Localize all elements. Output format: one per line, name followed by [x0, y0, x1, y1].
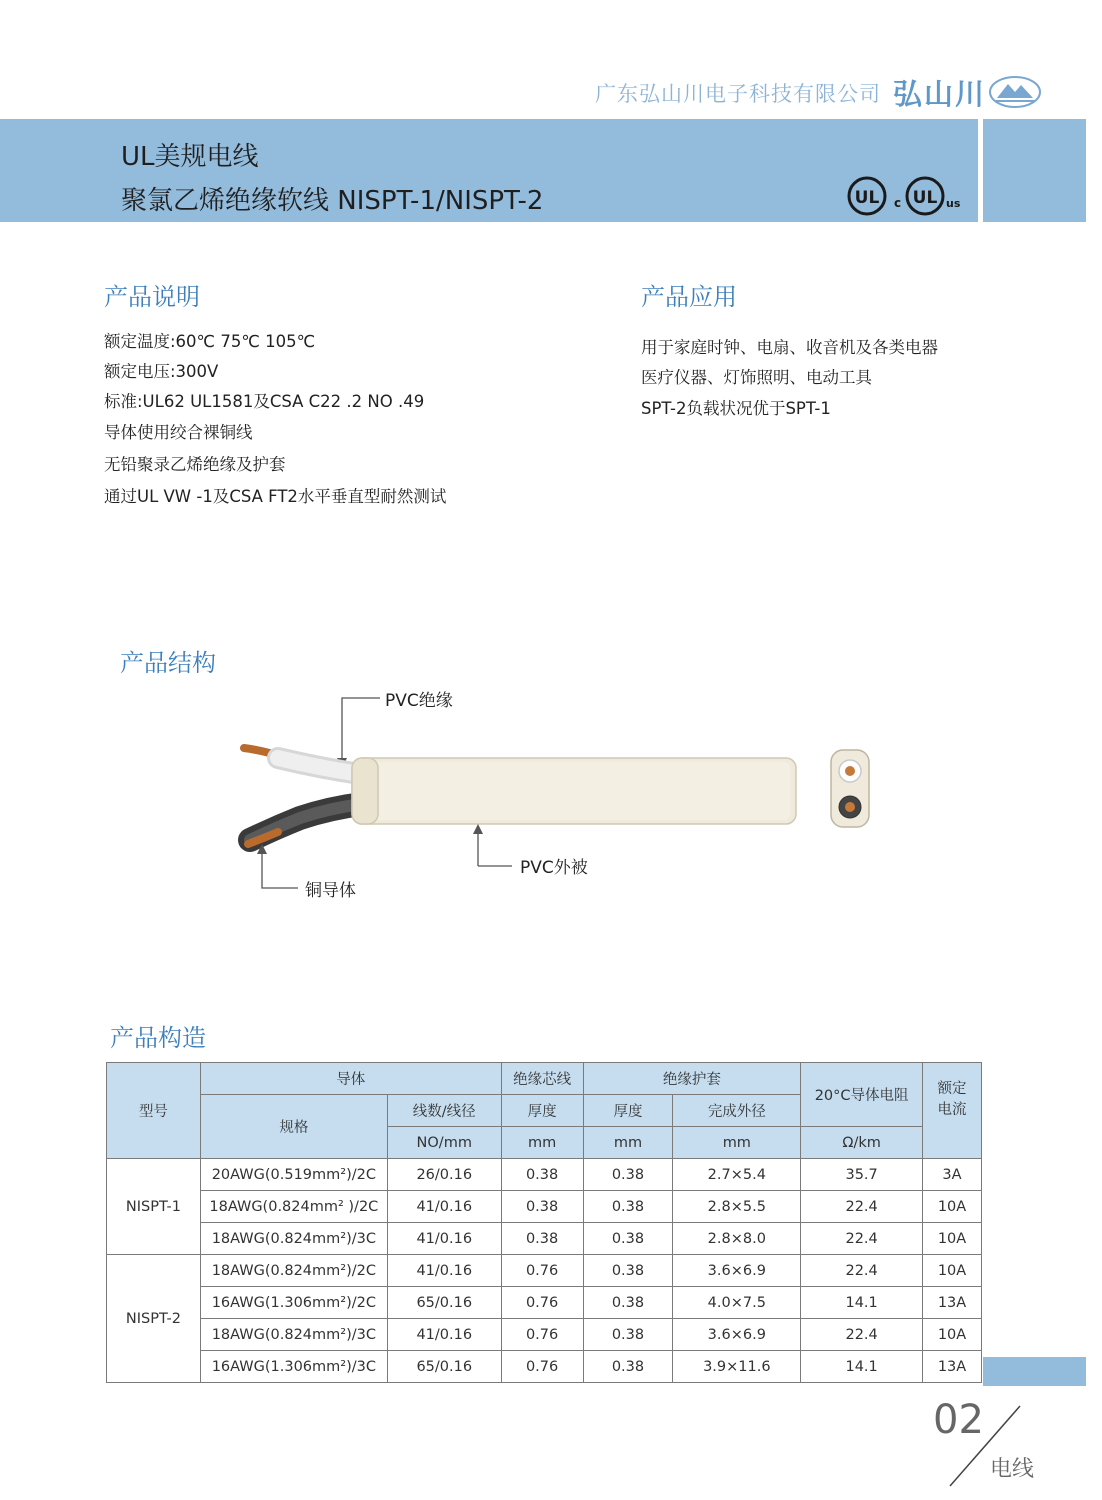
jk-cell: 0.38 — [583, 1319, 673, 1351]
header-strands-unit: NO/mm — [387, 1127, 501, 1159]
od-cell: 2.8×5.5 — [673, 1191, 801, 1223]
ul-certification-marks — [846, 175, 968, 217]
description-line: 导体使用绞合裸铜线 — [104, 423, 253, 442]
header-resistance: 20°C导体电阻 — [801, 1063, 923, 1127]
res-cell: 22.4 — [801, 1255, 923, 1287]
description-line: 无铅聚录乙烯绝缘及护套 — [104, 455, 286, 474]
res-cell: 14.1 — [801, 1287, 923, 1319]
title-band-right — [983, 119, 1086, 222]
ins-cell: 0.76 — [501, 1351, 583, 1383]
page-title-line1: UL美规电线 — [121, 142, 259, 172]
strands-cell: 41/0.16 — [387, 1223, 501, 1255]
strands-cell: 65/0.16 — [387, 1287, 501, 1319]
application-title: 产品应用 — [641, 283, 737, 311]
header-ins-unit: mm — [501, 1127, 583, 1159]
spec-cell: 18AWG(0.824mm²)/3C — [200, 1319, 387, 1351]
ins-cell: 0.76 — [501, 1319, 583, 1351]
res-cell: 22.4 — [801, 1223, 923, 1255]
strands-cell: 41/0.16 — [387, 1319, 501, 1351]
spec-cell: 18AWG(0.824mm² )/2C — [200, 1191, 387, 1223]
header-spec: 规格 — [200, 1095, 387, 1159]
jk-cell: 0.38 — [583, 1191, 673, 1223]
header-current-text: 额定电流 — [937, 1081, 967, 1118]
jk-cell: 0.38 — [583, 1287, 673, 1319]
header-conductor: 导体 — [200, 1063, 501, 1095]
jk-cell: 0.38 — [583, 1223, 673, 1255]
description-line: 通过UL VW -1及CSA FT2水平垂直型耐然测试 — [104, 487, 447, 506]
mountain-logo-icon — [988, 74, 1042, 110]
description-title: 产品说明 — [104, 283, 200, 311]
strands-cell: 26/0.16 — [387, 1159, 501, 1191]
spec-cell: 18AWG(0.824mm²)/3C — [200, 1223, 387, 1255]
od-cell: 4.0×7.5 — [673, 1287, 801, 1319]
header-jacket: 绝缘护套 — [583, 1063, 801, 1095]
header-resistance-unit: Ω/km — [801, 1127, 923, 1159]
ins-cell: 0.76 — [501, 1255, 583, 1287]
spec-cell: 16AWG(1.306mm²)/3C — [200, 1351, 387, 1383]
cur-cell: 10A — [923, 1255, 982, 1287]
model-cell: NISPT-2 — [107, 1255, 201, 1383]
od-cell: 2.7×5.4 — [673, 1159, 801, 1191]
res-cell: 14.1 — [801, 1351, 923, 1383]
strands-cell: 41/0.16 — [387, 1255, 501, 1287]
description-line: 额定温度:60℃ 75℃ 105℃ — [104, 332, 316, 351]
header-od-unit: mm — [673, 1127, 801, 1159]
ul-mark-c-text: c — [894, 196, 902, 210]
brand-name: 弘山川 — [893, 77, 987, 111]
ins-cell: 0.38 — [501, 1159, 583, 1191]
header-model: 型号 — [107, 1063, 201, 1159]
company-name: 广东弘山川电子科技有限公司 — [595, 82, 881, 106]
model-cell: NISPT-1 — [107, 1159, 201, 1255]
table-row — [107, 1319, 982, 1351]
cur-cell: 10A — [923, 1191, 982, 1223]
jk-cell: 0.38 — [583, 1159, 673, 1191]
strands-cell: 65/0.16 — [387, 1351, 501, 1383]
application-line: 用于家庭时钟、电扇、收音机及各类电器 — [641, 338, 938, 357]
table-row — [107, 1287, 982, 1319]
construction-title: 产品构造 — [110, 1024, 206, 1052]
cur-cell: 10A — [923, 1319, 982, 1351]
header-strands: 线数/线径 — [387, 1095, 501, 1127]
od-cell: 3.9×11.6 — [673, 1351, 801, 1383]
ins-cell: 0.38 — [501, 1223, 583, 1255]
section-label: 电线 — [990, 1457, 1035, 1482]
res-cell: 22.4 — [801, 1191, 923, 1223]
application-line: SPT-2负载状况优于SPT-1 — [641, 399, 831, 418]
table-row — [107, 1223, 982, 1255]
table-row — [107, 1351, 982, 1383]
page-title-line2: 聚氯乙烯绝缘软线 NISPT-1/NISPT-2 — [121, 186, 544, 216]
res-cell: 22.4 — [801, 1319, 923, 1351]
label-pvc-jacket: PVC外被 — [520, 858, 588, 878]
header-current — [923, 1063, 982, 1159]
header-ins-thickness: 厚度 — [501, 1095, 583, 1127]
description-line: 额定电压:300V — [104, 362, 219, 381]
res-cell: 35.7 — [801, 1159, 923, 1191]
structure-title: 产品结构 — [120, 649, 216, 677]
od-cell: 2.8×8.0 — [673, 1223, 801, 1255]
header-od: 完成外径 — [673, 1095, 801, 1127]
side-tab — [983, 1357, 1086, 1386]
ul-mark-right-text: UL — [912, 188, 938, 208]
strands-cell: 41/0.16 — [387, 1191, 501, 1223]
ins-cell: 0.76 — [501, 1287, 583, 1319]
page-number: 02 — [933, 1397, 984, 1443]
label-pvc-insulation: PVC绝缘 — [385, 691, 453, 711]
header-jk-unit: mm — [583, 1127, 673, 1159]
ins-cell: 0.38 — [501, 1191, 583, 1223]
header-jk-thickness: 厚度 — [583, 1095, 673, 1127]
spec-cell: 16AWG(1.306mm²)/2C — [200, 1287, 387, 1319]
construction-table — [106, 1062, 982, 1383]
cur-cell: 3A — [923, 1159, 982, 1191]
table-row — [107, 1159, 982, 1191]
ul-mark-us-text: us — [946, 197, 961, 210]
jk-cell: 0.38 — [583, 1351, 673, 1383]
cur-cell: 13A — [923, 1287, 982, 1319]
spec-cell: 18AWG(0.824mm²)/2C — [200, 1255, 387, 1287]
cur-cell: 13A — [923, 1351, 982, 1383]
label-copper-conductor: 铜导体 — [305, 881, 356, 901]
application-line: 医疗仪器、灯饰照明、电动工具 — [641, 368, 872, 387]
od-cell: 3.6×6.9 — [673, 1255, 801, 1287]
ul-mark-left-text: UL — [854, 188, 880, 208]
cur-cell: 10A — [923, 1223, 982, 1255]
table-row — [107, 1191, 982, 1223]
jk-cell: 0.38 — [583, 1255, 673, 1287]
header-insulation: 绝缘芯线 — [501, 1063, 583, 1095]
table-row — [107, 1255, 982, 1287]
description-line: 标准:UL62 UL1581及CSA C22 .2 NO .49 — [104, 392, 425, 411]
od-cell: 3.6×6.9 — [673, 1319, 801, 1351]
spec-cell: 20AWG(0.519mm²)/2C — [200, 1159, 387, 1191]
